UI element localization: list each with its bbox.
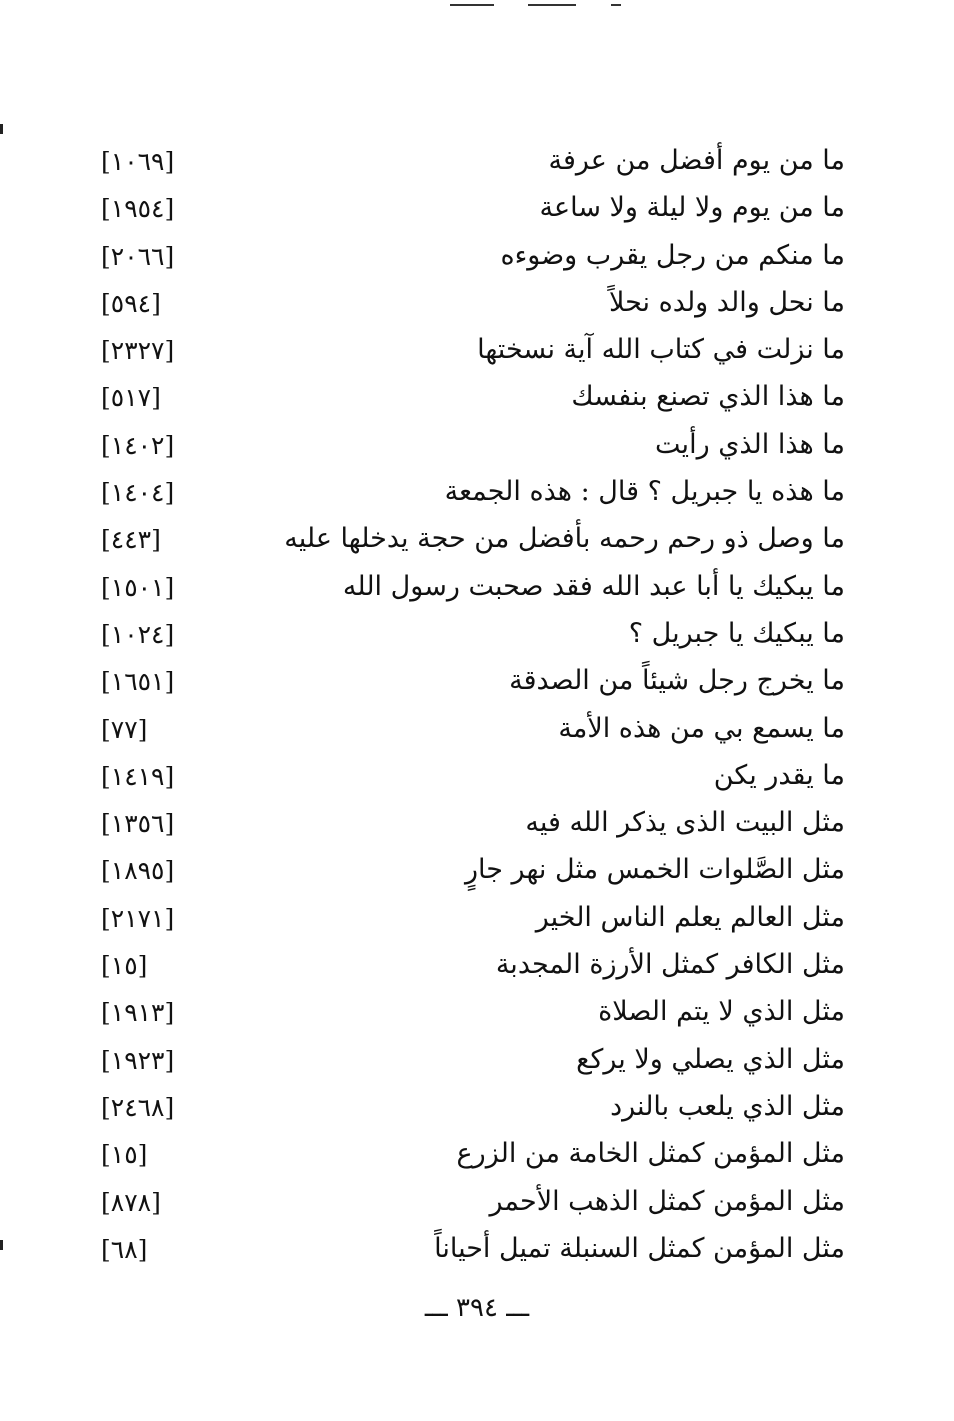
index-entry <box>95 138 855 185</box>
index-entry <box>95 516 855 563</box>
entry-reference: [٨٧٨] <box>101 1187 161 1217</box>
entry-reference: [١٣٥٦] <box>101 809 175 839</box>
index-entry <box>95 658 855 705</box>
index-entry <box>95 1084 855 1131</box>
entry-text: مثل الذي يصلي ولا يركع <box>576 1043 845 1075</box>
hadith-index-list <box>95 138 855 1273</box>
index-entry <box>95 942 855 989</box>
index-entry <box>95 469 855 516</box>
entry-reference: [١٥] <box>101 1140 148 1170</box>
entry-text: ما يخرج رجل شيئاً من الصدقة <box>509 665 845 697</box>
index-entry <box>95 611 855 658</box>
entry-text: ما هذا الذي رأيت <box>655 428 845 460</box>
entry-text: ما هذا الذي تصنع بنفسك <box>571 381 845 413</box>
entry-reference: [٥٩٤] <box>101 288 161 318</box>
entry-text: مثل العالم يعلم الناس الخير <box>535 901 845 933</box>
entry-reference: [٢٤٦٨] <box>101 1092 175 1122</box>
entry-text: مثل المؤمن كمثل الخامة من الزرع <box>456 1138 845 1170</box>
index-entry <box>95 847 855 894</box>
header-rule <box>528 4 576 6</box>
entry-text: مثل المؤمن كمثل الذهب الأحمر <box>489 1185 845 1217</box>
entry-text: ما هذه يا جبريل ؟ قال : هذه الجمعة <box>444 476 845 508</box>
entry-text: مثل الكافر كمثل الأرزة المجدبة <box>495 949 845 981</box>
entry-reference: [١٤١٩] <box>101 761 175 791</box>
entry-reference: [١٨٩٥] <box>101 856 175 886</box>
entry-reference: [١٦٥١] <box>101 667 175 697</box>
entry-reference: [١٥] <box>101 951 148 981</box>
index-entry <box>95 185 855 232</box>
index-entry <box>95 1179 855 1226</box>
entry-reference: [٧٧] <box>101 714 148 744</box>
entry-reference: [٢١٧١] <box>101 903 175 933</box>
header-rule <box>450 4 494 6</box>
entry-reference: [١٤٠٢] <box>101 430 175 460</box>
entry-text: ما منكم من رجل يقرب وضوءه <box>500 239 845 271</box>
entry-reference: [١٩٢٣] <box>101 1045 175 1075</box>
entry-text: مثل البيت الذى يذكر الله فيه <box>525 807 845 839</box>
entry-text: ما نزلت في كتاب الله آية نسختها <box>477 334 845 366</box>
entry-text: مثل الصَّلوات الخمس مثل نهر جارٍ <box>465 854 845 886</box>
entry-text: ما من يوم أفضل من عرفة <box>548 145 845 176</box>
entry-text: ما من يوم ولا ليلة ولا ساعة <box>539 192 845 224</box>
entry-reference: [٢٠٦٦] <box>101 241 175 271</box>
margin-mark <box>0 1240 3 1250</box>
index-entry <box>95 233 855 280</box>
entry-text: ما وصل ذو رحم رحمه بأفضل من حجة يدخلها عليه <box>284 523 845 555</box>
index-entry <box>95 280 855 327</box>
entry-reference: [١٠٢٤] <box>101 619 175 649</box>
index-entry <box>95 706 855 753</box>
entry-reference: [١٤٠٤] <box>101 478 175 508</box>
entry-reference: [٢٣٢٧] <box>101 336 175 366</box>
entry-reference: [١٩١٣] <box>101 998 175 1028</box>
index-entry <box>95 327 855 374</box>
entry-text: ما يبكيك يا جبريل ؟ <box>628 617 845 649</box>
entry-reference: [٥١٧] <box>101 383 161 413</box>
entry-text: ما نحل والد ولده نحلاً <box>609 286 845 318</box>
entry-reference: [١٠٦٩] <box>101 147 175 176</box>
index-entry <box>95 1226 855 1273</box>
entry-text: ما يبكيك يا أبا عبد الله فقد صحبت رسول الله <box>342 570 845 602</box>
index-entry <box>95 374 855 421</box>
index-entry <box>95 989 855 1036</box>
entry-reference: [٦٨] <box>101 1234 148 1264</box>
index-entry <box>95 1131 855 1178</box>
entry-text: مثل الذي لا يتم الصلاة <box>598 996 845 1028</box>
entry-text: ما يقدر يكن <box>713 759 845 791</box>
entry-reference: [٤٤٣] <box>101 525 161 555</box>
index-entry <box>95 895 855 942</box>
page-number: ـــ ٣٩٤ ـــ <box>424 1293 530 1323</box>
index-entry <box>95 1037 855 1084</box>
entry-text: مثل الذي يلعب بالنرد <box>610 1090 845 1122</box>
entry-text: ما يسمع بي من هذه الأمة <box>558 712 845 744</box>
entry-reference: [١٩٥٤] <box>101 194 175 224</box>
margin-mark <box>0 124 3 134</box>
header-rule <box>611 4 621 6</box>
index-entry <box>95 800 855 847</box>
entry-text: مثل المؤمن كمثل السنبلة تميل أحياناً <box>434 1232 845 1264</box>
index-entry <box>95 753 855 800</box>
entry-reference: [١٥٠١] <box>101 572 175 602</box>
index-entry <box>95 422 855 469</box>
index-entry <box>95 564 855 611</box>
